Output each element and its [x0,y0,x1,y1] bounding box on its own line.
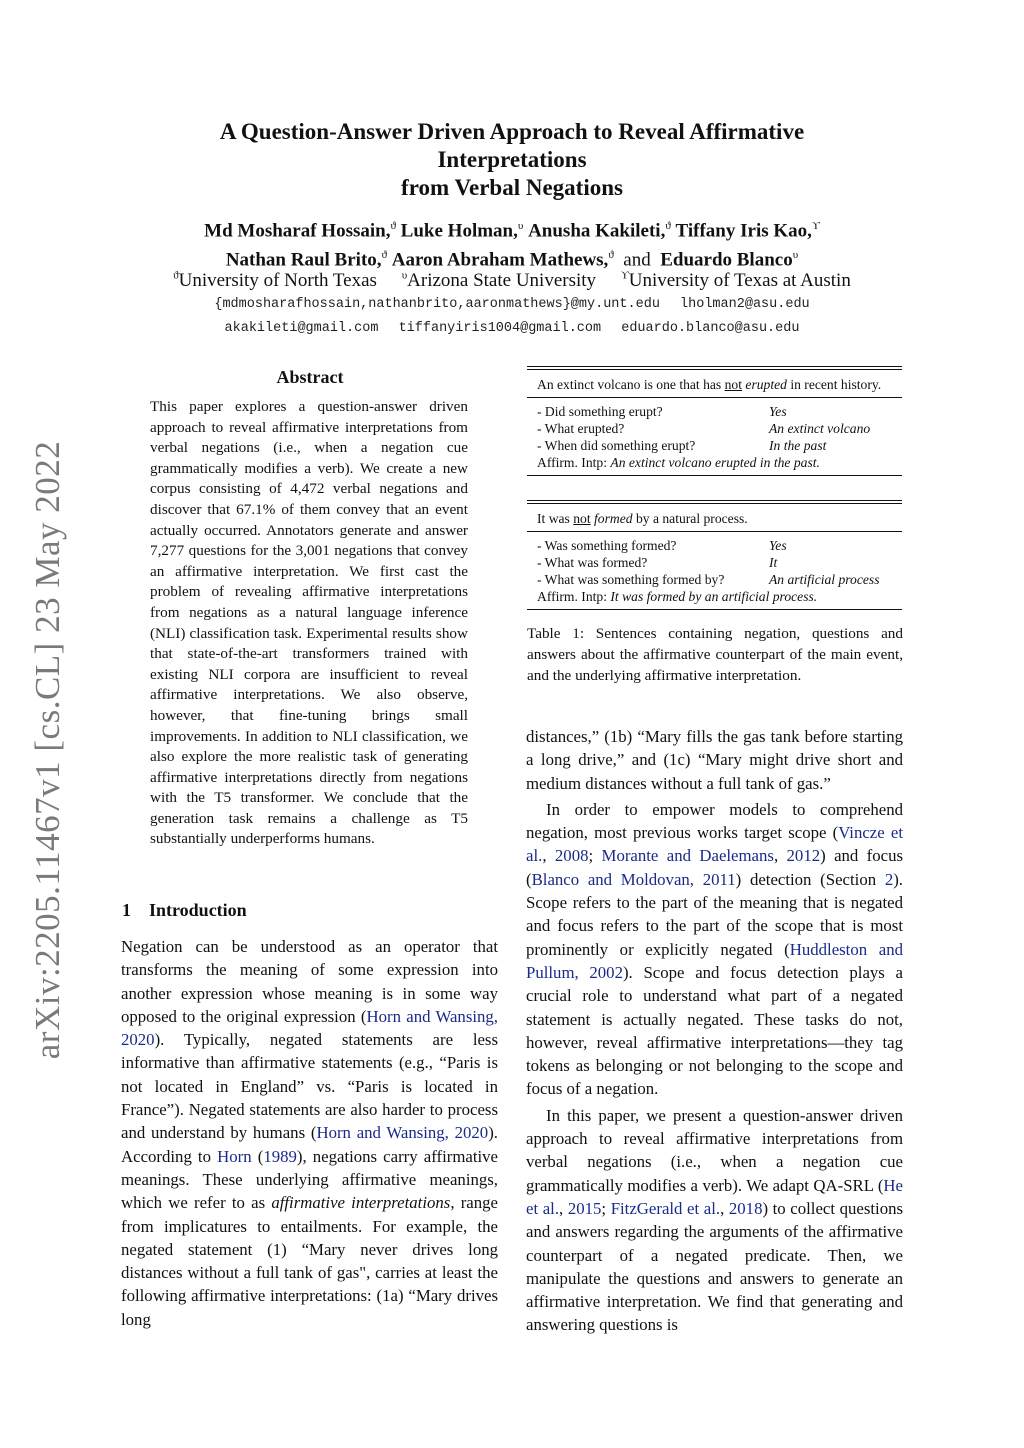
paper-title [150,118,874,202]
author-line-1 [130,214,894,243]
table1-example-2 [527,500,902,610]
emphasis: affirmative interpretations [271,1193,451,1213]
text-run: ; [601,1198,611,1218]
table-sentence [527,507,902,532]
qa-row [537,537,892,554]
author-mark: ϑ [608,249,614,262]
question: - Was something formed? [537,538,677,553]
question: - What erupted? [537,421,625,436]
author-name: Luke Holman, [400,220,518,242]
affirmative-interpretation [537,588,892,605]
email: tiffanyiris1004@gmail.com [398,321,602,336]
table1-example-1 [527,366,902,476]
qa-row [537,403,892,420]
citation-link[interactable]: Morante and Daelemans [601,846,774,866]
citation-link[interactable]: 2008 [554,846,589,866]
text-run: by a natural process. [632,511,748,526]
table-top-rule [527,500,902,504]
abstract-heading: Abstract [276,367,344,387]
title-line-2: Interpretations [437,147,587,172]
citation-link[interactable]: Horn [217,1146,252,1166]
affirm-label: Affirm. Intp: [537,589,607,604]
citation-link[interactable]: 2018 [728,1198,763,1218]
text-run: , range from implicatures to entailments. For example, the negated statement (1) “Mary never drives long distances without a full tank of gas", carries at least the following affirmative interpretations: (1a) “Mary drives long [121,1193,498,1329]
text-run: Negation can be understood as an operator that transforms the meaning of some expression into another expression whose meaning is in some way opposed to the original expression ( [121,937,498,1026]
table-qa-block [527,532,902,610]
text-run: ). Scope refers to the part of the meaning that is negated and focus refers to the part of the scope that is most prominently or explicitly negated ( [526,869,904,959]
author-name: Aaron Abraham Mathews, [391,249,609,271]
text-run: ). According to [121,1123,498,1166]
qa-row [537,437,892,454]
title-line-3: from Verbal Negations [401,175,623,200]
section-number: 1 [122,900,131,920]
paragraph [526,798,903,1101]
text-run: In this paper, we present a question-answer driven approach to reveal affirmative interpretations from verbal negations (i.e., when a negation cue grammatically modifies a verb). We adapt QA-SRL ( [526,1105,903,1195]
text-run: It was [537,511,574,526]
citation-link[interactable]: Blanco and Moldovan, 2011 [531,869,736,889]
qa-row [537,420,892,437]
question: - What was something formed by? [537,572,725,587]
text-run: ), negations carry affirmative meanings. These underlying affirmative meanings, which we refer to as [121,1146,498,1213]
email-line-2 [120,317,904,341]
affiliation [402,270,596,291]
text-run: in recent history. [786,377,882,392]
affiliation-mark: υ [401,270,408,282]
and-word: and [623,249,651,271]
affiliation [621,270,851,291]
text-run: An extinct volcano is one that has [537,377,725,392]
author-name: Eduardo Blanco [660,249,793,271]
affirmative-interpretation [537,454,892,471]
affiliation-mark: ϒ [620,270,629,282]
affiliation [173,270,377,291]
affiliation-mark: ϑ [173,270,179,282]
section-heading [122,900,247,921]
question: - What was formed? [537,555,648,570]
text-run: In order to empower models to comprehend negation, most previous works target scope ( [526,799,903,843]
affiliation-name: University of Texas at Austin [628,270,851,292]
paragraph [121,935,498,1331]
author-name: Md Mosharaf Hossain, [204,220,391,242]
text-run: ( [251,1146,264,1166]
text-run: , [559,1198,568,1218]
text-run: , [542,846,555,866]
email-line-1 [120,293,904,317]
citation-link[interactable]: 2012 [786,846,821,866]
affiliation-name: Arizona State University [407,270,597,292]
table-top-rule [527,366,902,370]
affirm-text: It was formed by an artificial process. [610,589,818,604]
negated-verb: formed [594,511,633,526]
affirm-label: Affirm. Intp: [537,455,607,470]
citation-link[interactable]: Horn and Wansing, 2020 [121,1006,498,1050]
citation-link[interactable]: FitzGerald et al. [610,1198,721,1218]
author-mark: ϑ [390,220,396,232]
email: akakileti@gmail.com [224,321,379,336]
author-mark: ϑ [381,249,387,262]
answer: Yes [769,404,787,419]
title-line-1: A Question-Answer Driven Approach to Reveal Affirmative [219,119,805,144]
affiliations [130,264,894,293]
text-run: ). Scope and focus detection plays a crucial role to understand what part of a negated statement is actually negated. These tasks do not, however, reveal affirmative interpretations—they tag tokens as belonging or not belonging to the scope and focus of a negation. [526,962,903,1099]
email: lholman2@asu.edu [680,297,810,312]
table-caption: Table 1: Sentences containing negation, questions and answers about the affirmative counterpart of the main event, and the underlying affirmative interpretation. [527,625,903,684]
table-sentence [527,373,902,398]
author-name: Anusha Kakileti, [528,220,666,242]
answer: An artificial process [769,572,880,587]
arxiv-id: arXiv:2205.11467v1 [cs.CL] 23 May 2022 [28,440,67,1060]
email: {mdmosharafhossain,nathanbrito,aaronmathews}@my.unt.edu [214,297,660,312]
negated-verb: erupted [745,377,787,392]
qa-row [537,571,892,588]
answer: An extinct volcano [769,421,871,436]
author-name: Nathan Raul Brito, [225,249,382,271]
negation-cue: not [573,511,591,526]
author-mark: υ [792,249,799,262]
table-qa-block [527,398,902,476]
affirm-text: An extinct volcano erupted in the past. [610,455,820,470]
intro-right-column [526,725,903,1337]
citation-link[interactable]: Huddleston and Pullum, 2002 [526,939,903,982]
citation-link[interactable]: Horn and Wansing, 2020 [316,1123,489,1143]
text-run: ; [588,846,602,866]
text-run: ) detection (Section [735,869,885,889]
author-mark: ϒ [811,220,820,232]
citation-link[interactable]: 2015 [567,1198,602,1218]
text-run: ) to collect questions and answers regarding the arguments of the affirmative counterpart of a negated predicate. Then, we manipulate the questions and answers to generate an affirmative interpretation. We find that generating and answering questions is [526,1198,904,1335]
author-mark: υ [517,220,524,232]
intro-left-column [121,935,498,1331]
author-name: Tiffany Iris Kao, [675,220,812,242]
abstract-text: This paper explores a question-answer driven approach to reveal affirmative interpretations from verbal negations (i.e., when a negation cue grammatically modifies a verb). We create a new corpus consisting of 4,472 verbal negations and discover that 67.1% of them convey that an event actually occurred. Annotators generate and answer 7,277 questions for the 3,001 negations that convey an affirmative interpretation. We first cast the problem of revealing affirmative interpretations from negations as a natural language inference (NLI) classification task. Experimental results show that state-of-the-art transformers trained with existing NLI corpora are insufficient to reveal affirmative interpretations. We also observe, however, that fine-tuning brings small improvements. In addition to NLI classification, we also explore the more realistic task of generating affirmative interpretations directly from negations with the T5 transformer. We conclude that the generation task remains a challenge as T5 substantially underperforms humans. [150,398,468,848]
question: - When did something erupt? [537,438,696,453]
text-run: ). Typically, negated statements are less informative than affirmative statements (e.g., “Paris is not located in England” vs. “Paris is located in France”). Negated statements are also harder to process and understand by humans ( [121,1030,498,1143]
author-mark: ϑ [665,220,671,232]
affiliation-name: University of North Texas [178,270,377,292]
citation-link[interactable]: He et al. [526,1175,903,1218]
answer: It [769,555,778,570]
answer: In the past [769,438,827,453]
answer: Yes [769,538,787,553]
text-run: , [773,846,787,866]
citation-link[interactable]: Vincze et al. [526,823,903,866]
email-list [120,293,904,341]
negation-cue: not [724,377,742,392]
section-title: Introduction [149,900,247,920]
paragraph: distances,” (1b) “Mary fills the gas tank before starting a long drive,” and (1c) “Mary might drive short and medium distances without a full tank of gas.” [526,727,903,793]
qa-row [537,554,892,571]
paragraph [526,1104,903,1337]
question: - Did something erupt? [537,404,663,419]
text-run: ) and focus ( [526,846,904,889]
citation-link[interactable]: 1989 [263,1146,297,1166]
arxiv-sidebar [8,440,88,1060]
text-run: , [720,1198,729,1218]
email: eduardo.blanco@asu.edu [621,321,800,336]
section-link[interactable]: 2 [884,869,894,889]
